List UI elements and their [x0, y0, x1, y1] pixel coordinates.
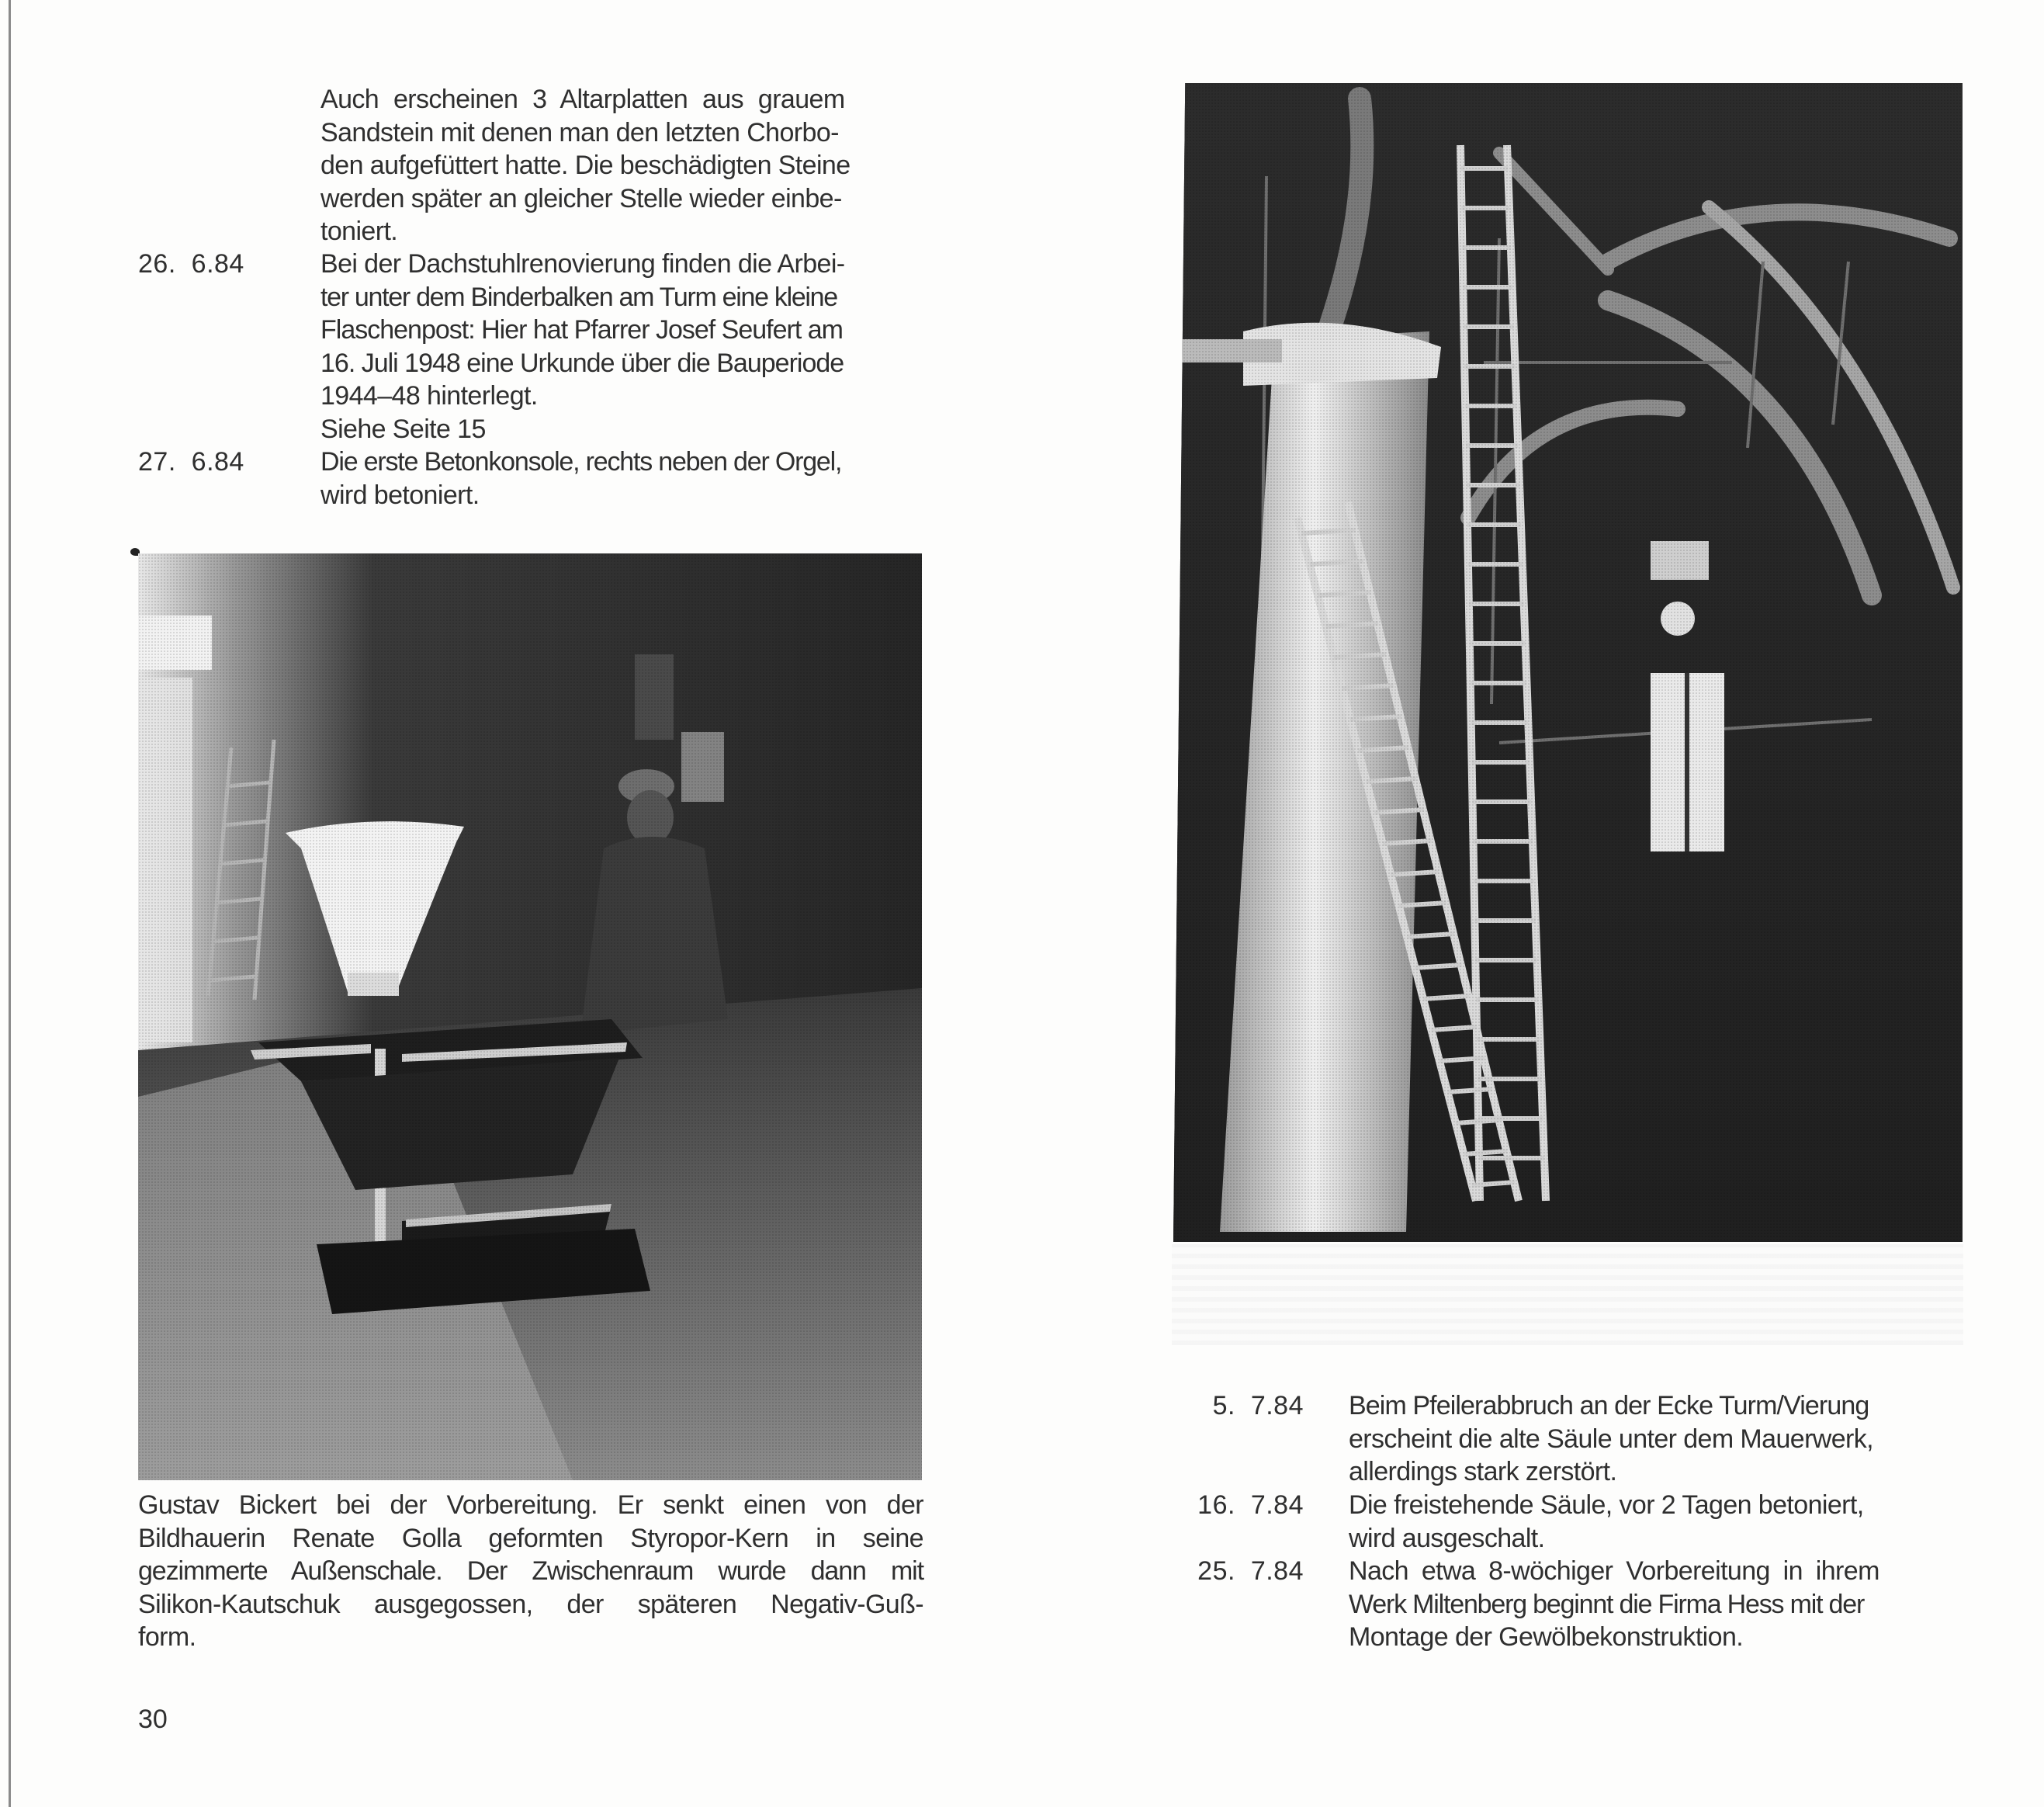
- caption-line: Gustav Bickert bei der Vorbereitung. Er senkt einen von der: [138, 1490, 923, 1520]
- page-edge-line: [9, 0, 11, 1807]
- text-line: Auch erscheinen 3 Altarplatten aus grauem: [320, 85, 845, 114]
- photo-worker-mould-image: [138, 553, 922, 1480]
- caption-line: gezimmerte Außenschale. Der Zwischenraum wurde dann mit: [138, 1556, 923, 1586]
- photo-church-interior-image: [1173, 83, 1963, 1242]
- caption-line: Silikon-Kautschuk ausgegossen, der späteren Negativ-Guß-: [138, 1589, 923, 1619]
- photo-worker-mould: [138, 553, 922, 1480]
- continuation-paragraph: [320, 83, 941, 248]
- entry-date: 27. 6.84: [138, 447, 244, 477]
- text-line: Werk Miltenberg beginnt die Firma Hess mit der: [1349, 1589, 1865, 1619]
- entry-date: 26. 6.84: [138, 249, 244, 279]
- page-number: 30: [138, 1705, 168, 1734]
- text-line: werden später an gleicher Stelle wieder einbe-: [320, 183, 842, 213]
- entry-text: [320, 248, 941, 446]
- text-line: Siehe Seite 15: [320, 414, 486, 444]
- caption-line: Bildhauerin Renate Golla geformten Styropor-Kern in seine: [138, 1523, 923, 1553]
- text-line: Nach etwa 8-wöchiger Vorbereitung in ihrem: [1349, 1556, 1879, 1586]
- text-line: Bei der Dachstuhlrenovierung finden die Arbei-: [320, 249, 845, 279]
- entry-date: 25. 7.84: [1197, 1556, 1304, 1586]
- text-line: Die erste Betonkonsole, rechts neben der Orgel,: [320, 447, 842, 477]
- entry-date: 16. 7.84: [1197, 1490, 1304, 1520]
- photo-caption: [138, 1489, 923, 1654]
- entry-text: [1349, 1489, 1959, 1555]
- caption-line: form.: [138, 1622, 196, 1652]
- text-line: toniert.: [320, 217, 398, 246]
- text-line: den aufgefüttert hatte. Die beschädigten Steine: [320, 151, 851, 180]
- text-line: Beim Pfeilerabbruch an der Ecke Turm/Vierung: [1349, 1391, 1869, 1420]
- entry-text: [1349, 1389, 1959, 1489]
- text-line: Die freistehende Säule, vor 2 Tagen betoniert,: [1349, 1490, 1864, 1520]
- print-show-through: [1172, 1244, 1963, 1345]
- photo-church-interior: [1173, 83, 1963, 1242]
- text-line: Flaschenpost: Hier hat Pfarrer Josef Seufert am: [320, 315, 843, 345]
- text-line: allerdings stark zerstört.: [1349, 1457, 1617, 1486]
- text-line: erscheint die alte Säule unter dem Mauerwerk,: [1349, 1424, 1874, 1454]
- entry-date: 5. 7.84: [1212, 1391, 1304, 1420]
- text-line: 16. Juli 1948 eine Urkunde über die Bauperiode: [320, 348, 844, 378]
- entry-text: [1349, 1555, 1959, 1654]
- text-line: wird betoniert.: [320, 480, 480, 510]
- text-line: 1944–48 hinterlegt.: [320, 381, 538, 411]
- text-line: ter unter dem Binderbalken am Turm eine kleine: [320, 282, 837, 312]
- entry-text: [320, 446, 941, 512]
- text-line: wird ausgeschalt.: [1349, 1523, 1545, 1553]
- text-line: Sandstein mit denen man den letzten Chorbo-: [320, 117, 839, 147]
- text-line: Montage der Gewölbekonstruktion.: [1349, 1622, 1744, 1652]
